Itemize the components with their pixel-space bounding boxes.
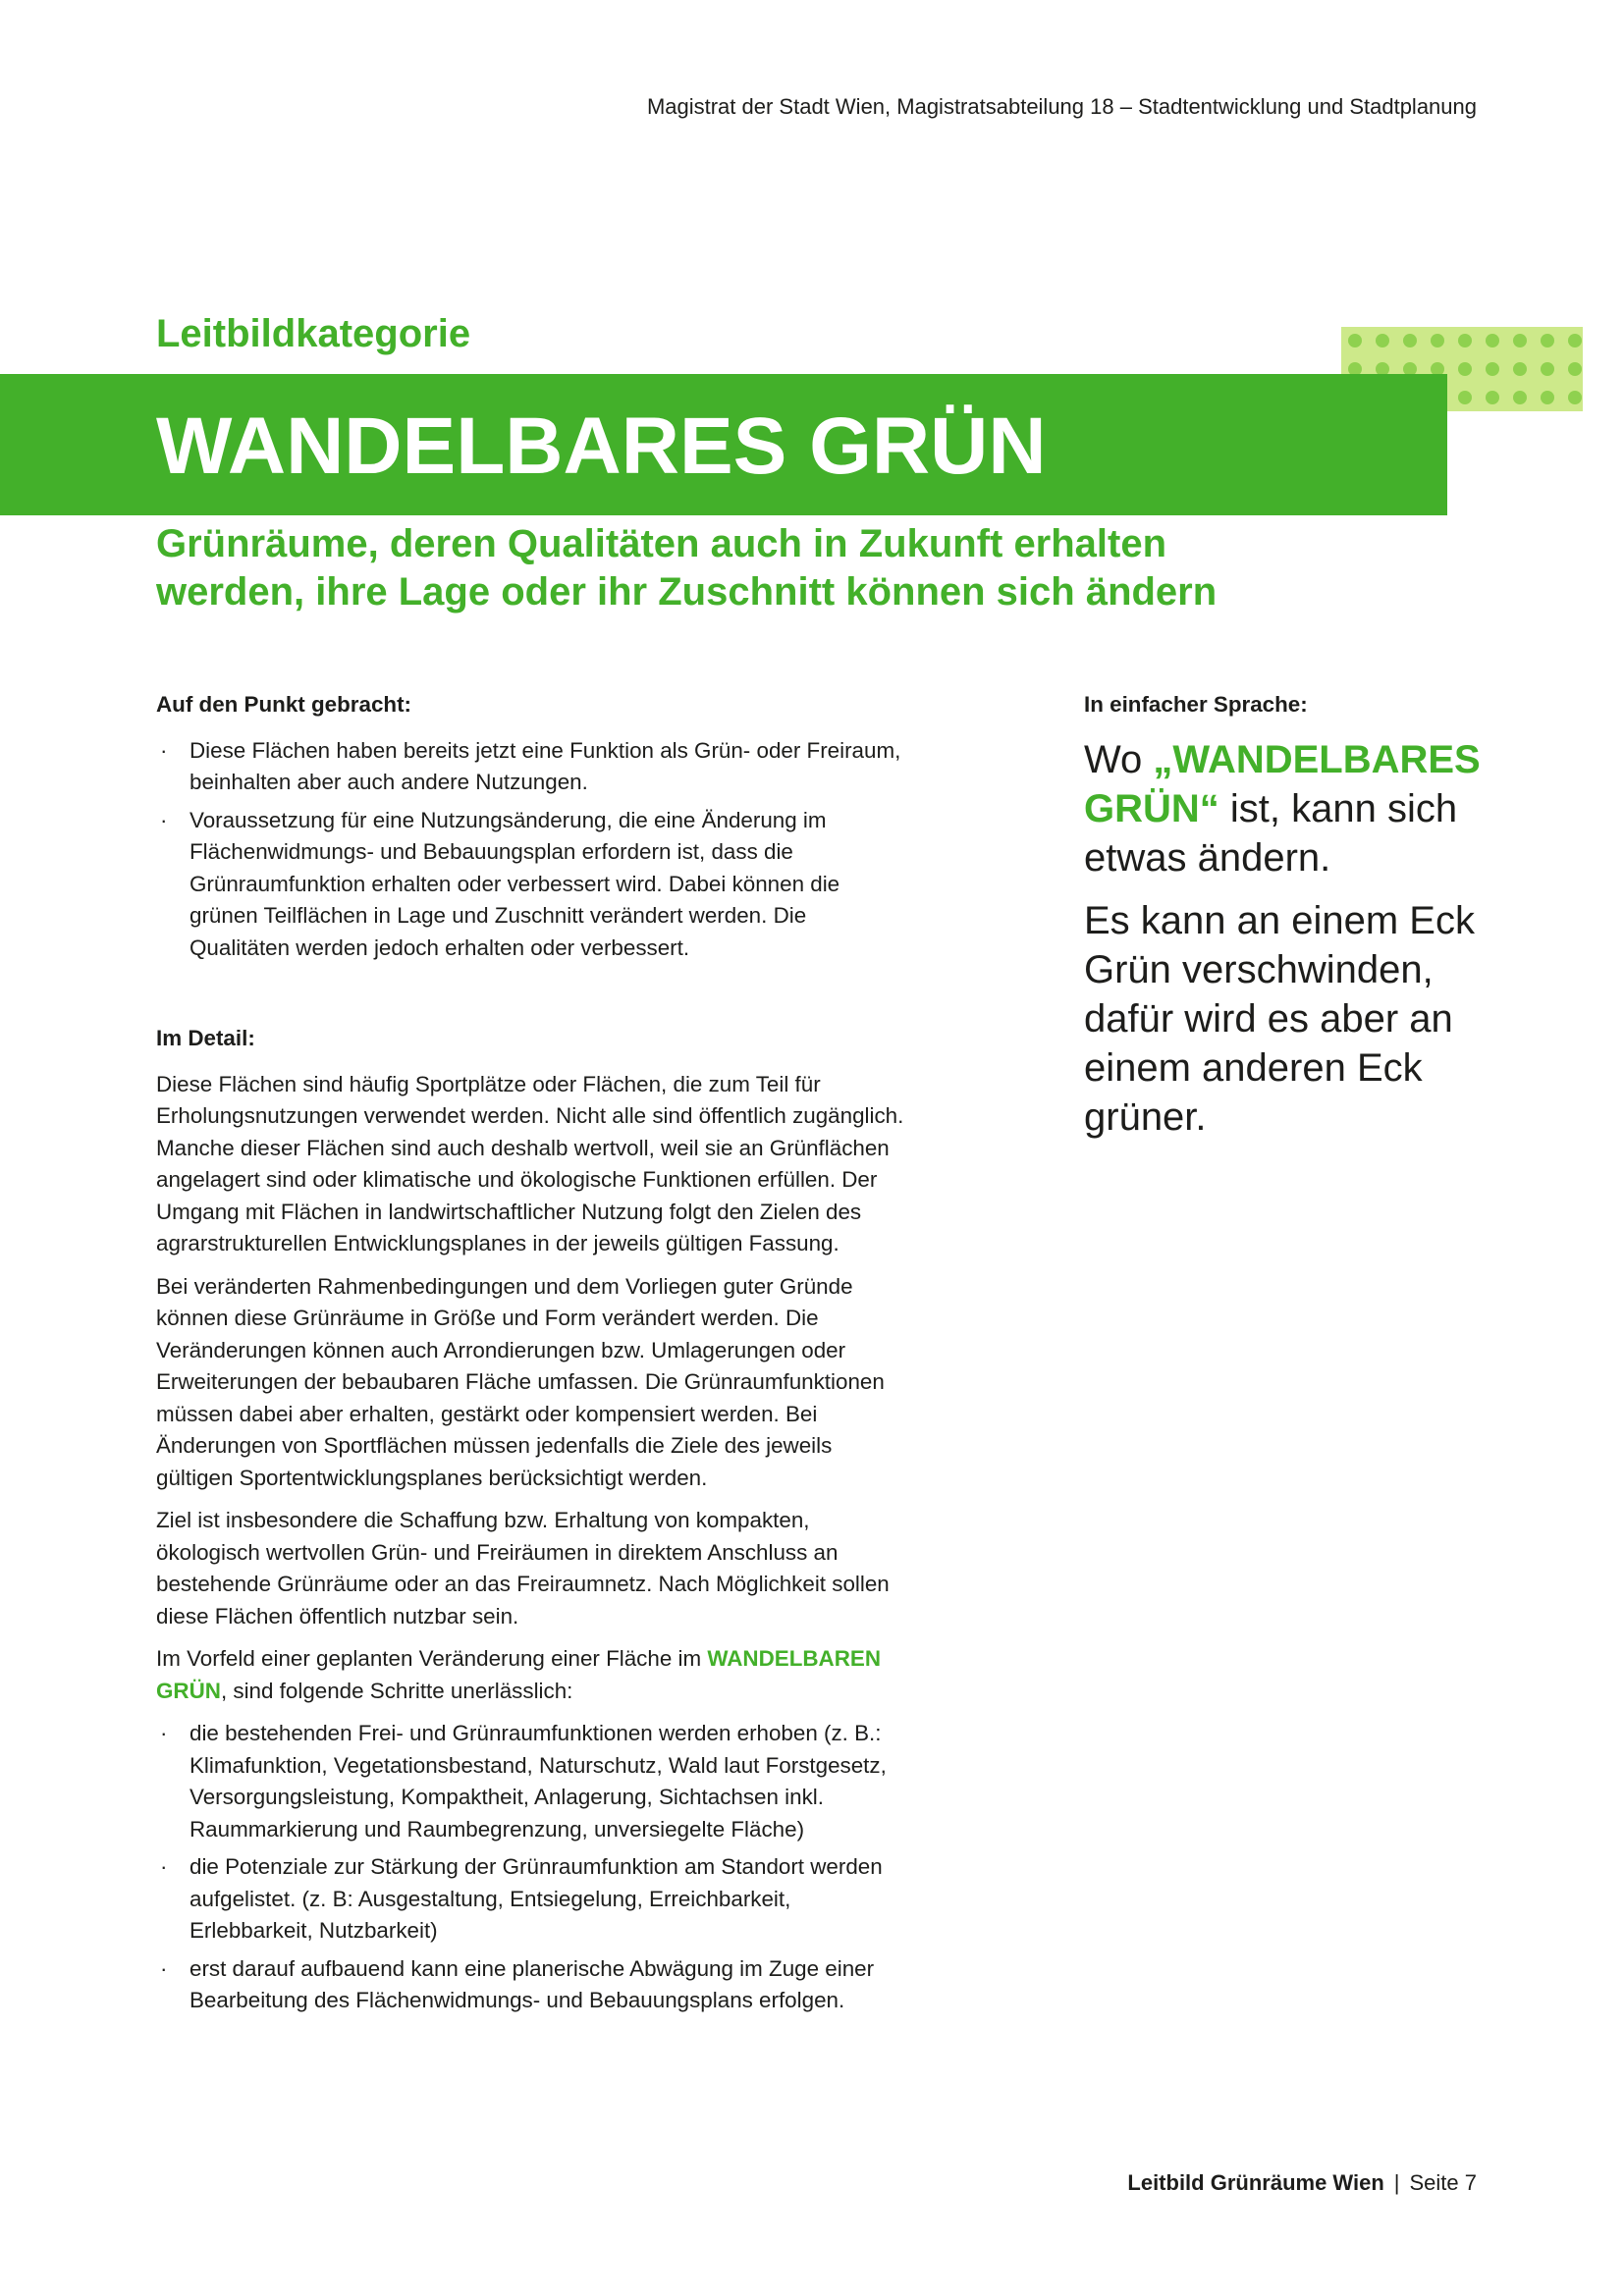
simple-language-paragraph-1 bbox=[1084, 735, 1496, 882]
list-item-text: Voraussetzung für eine Nutzungsänderung, die eine Änderung im Flächenwidmungs- und Bebauungsplan erfordern ist, dass die Grünraumfunktion erhalten oder verbessert wird. Dabei können die grünen Teilflächen in Lage und Zuschnitt verändert werden. Die Qualitäten werden jedoch erhalten oder verbessert. bbox=[189, 807, 840, 960]
list-item-text: die bestehenden Frei- und Grünraumfunktionen werden erhoben (z. B.: Klimafunktion, Vegetationsbestand, Naturschutz, Wald laut Forstgesetz, Versorgungsleistung, Kompaktheit, Anlagerung, Sichtachsen inkl. Raummarkierung und Raumbegrenzung, unversiegelte Fläche) bbox=[189, 1721, 887, 1842]
header-meta: Magistrat der Stadt Wien, Magistratsabteilung 18 – Stadtentwicklung und Stadtplanung bbox=[646, 94, 1477, 119]
detail-heading: Im Detail: bbox=[156, 1026, 255, 1050]
bullet-icon: · bbox=[160, 1721, 168, 1745]
list-item bbox=[156, 1851, 912, 1948]
page-number: Seite 7 bbox=[1409, 2170, 1477, 2195]
list-item-text: Diese Flächen haben bereits jetzt eine Funktion als Grün- oder Freiraum, beinhalten aber auch andere Nutzungen. bbox=[189, 737, 901, 794]
simple-text-start: Wo bbox=[1084, 738, 1154, 781]
simple-language-heading: In einfacher Sprache: bbox=[1084, 692, 1308, 717]
subtitle bbox=[156, 520, 1334, 616]
steps-intro-text: Im Vorfeld einer geplanten Veränderung einer Fläche im bbox=[156, 1646, 708, 1671]
bullet-icon: · bbox=[160, 1955, 168, 1981]
simple-text-highlight: „WANDELBARES GRÜN“ bbox=[1084, 738, 1481, 830]
list-item bbox=[156, 735, 912, 799]
footer bbox=[1127, 2170, 1477, 2196]
summary-heading: Auf den Punkt gebracht: bbox=[156, 692, 411, 717]
simple-language-paragraph-2: Es kann an einem Eck Grün verschwinden, dafür wird es aber an einem anderen Eck grüner. bbox=[1084, 899, 1475, 1139]
list-item bbox=[156, 1718, 912, 1845]
detail-paragraph: Ziel ist insbesondere die Schaffung bzw. Erhaltung von kompakten, ökologisch wertvollen Grün- und Freiräumen in direktem Anschluss an bestehende Grünräume oder an das Freiraumnetz. Nach Möglichkeit sollen diese Flächen öffentlich nutzbar sein. bbox=[156, 1508, 890, 1629]
list-item bbox=[156, 1953, 912, 2017]
detail-paragraph: Diese Flächen sind häufig Sportplätze oder Flächen, die zum Teil für Erholungsnutzungen verwendet werden. Nicht alle sind öffentlich zugänglich. Manche dieser Flächen sind auch deshalb wertvoll, weil sie an Grünflächen angelagert sind oder klimatische und ökologische Funktionen erfüllen. Der Umgang mit Flächen in landwirtschaftlicher Nutzung folgt den Zielen des agrarstrukturellen Entwicklungsplanes in der jeweils gültigen Fassung. bbox=[156, 1071, 904, 1255]
list-item-text: die Potenziale zur Stärkung der Grünraumfunktion am Standort werden aufgelistet. (z. B: Ausgestaltung, Entsiegelung, Erreichbarkeit, Erlebbarkeit, Nutzbarkeit) bbox=[189, 1854, 883, 1943]
simple-text-end: ist, kann sich etwas ändern. bbox=[1084, 787, 1458, 880]
footer-separator: | bbox=[1393, 2170, 1400, 2195]
category-label: Leitbildkategorie bbox=[156, 312, 471, 355]
list-item-text: erst darauf aufbauend kann eine planerische Abwägung im Zuge einer Bearbeitung des Flächenwidmungs- und Bebauungsplans erfolgen. bbox=[189, 1955, 875, 2012]
subtitle-line-1: Grünräume, deren Qualitäten auch in Zukunft erhalten bbox=[156, 522, 1167, 565]
right-column bbox=[1084, 692, 1496, 1155]
footer-doc-title: Leitbild Grünräume Wien bbox=[1127, 2170, 1384, 2195]
steps-intro-text-end: , sind folgende Schritte unerlässlich: bbox=[220, 1678, 573, 1703]
page-title: WANDELBARES GRÜN bbox=[156, 401, 1047, 491]
steps-intro-highlight: WANDELBAREN GRÜN bbox=[156, 1646, 881, 1703]
list-item bbox=[156, 805, 912, 965]
left-column bbox=[156, 689, 912, 2023]
detail-paragraph: Bei veränderten Rahmenbedingungen und dem Vorliegen guter Gründe können diese Grünräume in Größe und Form verändert werden. Die Veränderungen können auch Arrondierungen bzw. Umlagerungen oder Erweiterungen der bebaubaren Fläche umfassen. Die Grünraumfunktionen müssen dabei aber erhalten, gestärkt oder kompensiert werden. Bei Änderungen von Sportflächen müssen jedenfalls die Ziele des jeweils gültigen Sportentwicklungsplanes berücksichtigt werden. bbox=[156, 1273, 885, 1490]
summary-list bbox=[156, 735, 912, 965]
bullet-icon: · bbox=[160, 1854, 168, 1879]
steps-intro bbox=[156, 1643, 912, 1707]
steps-list bbox=[156, 1718, 912, 2017]
subtitle-line-2: werden, ihre Lage oder ihr Zuschnitt können sich ändern bbox=[156, 570, 1218, 614]
bullet-icon: · bbox=[160, 807, 168, 832]
bullet-icon: · bbox=[160, 737, 168, 763]
